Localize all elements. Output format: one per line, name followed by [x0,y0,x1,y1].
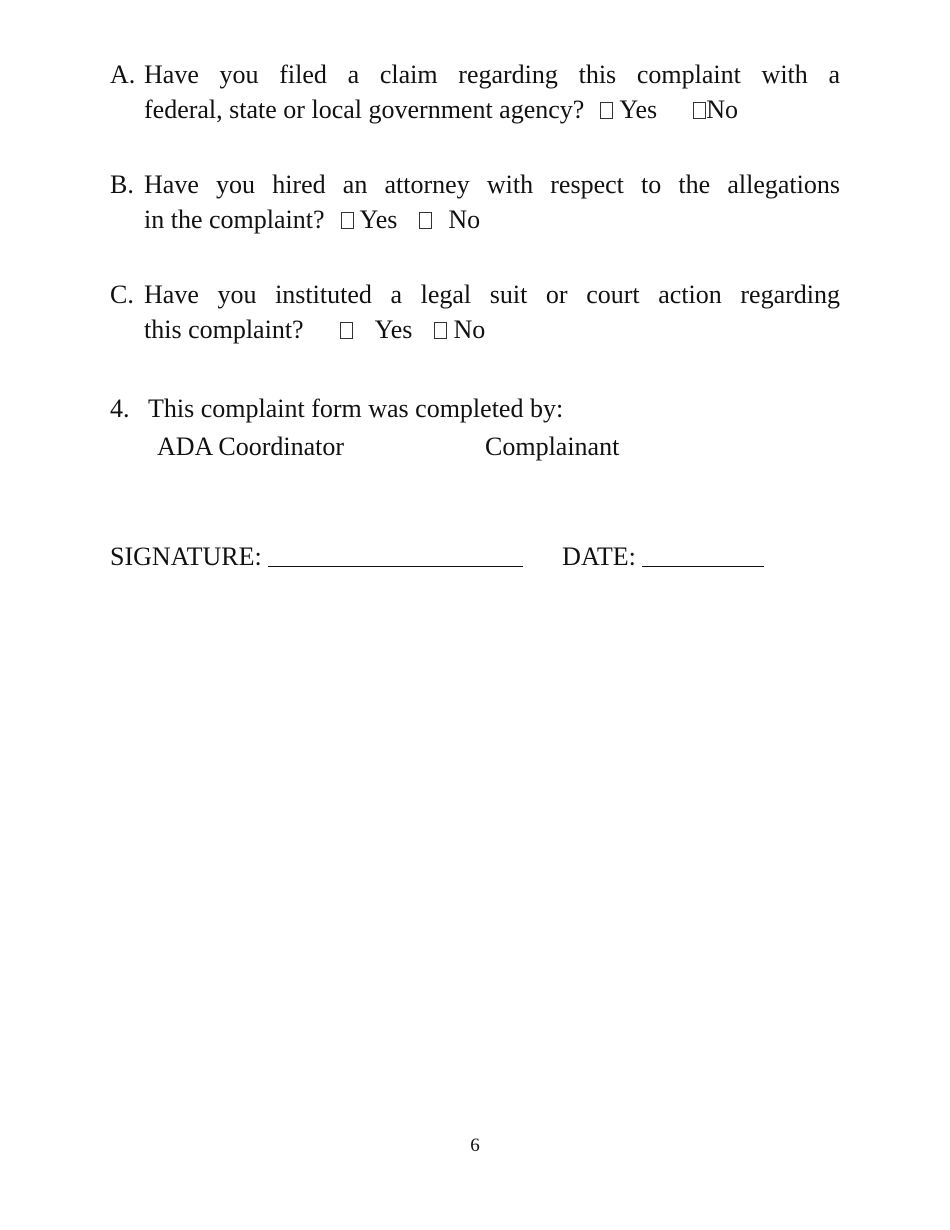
question-c-no-checkbox[interactable] [434,322,447,339]
question-b-yes-checkbox[interactable] [341,212,354,229]
question-b-no-checkbox[interactable] [419,212,432,229]
signature-label: SIGNATURE: [110,542,262,571]
section-4-number: 4. [110,394,130,423]
question-b-no-label: No [448,205,481,234]
signature-field[interactable] [268,544,523,567]
question-a [110,57,840,127]
question-b [110,167,840,237]
question-b-text-line1: Have you hired an attorney with respect to the allegations [144,170,840,199]
section-4-title: This complaint form was completed by: [148,394,564,423]
question-a-letter: A. [110,60,136,89]
question-a-text-line1: Have you filed a claim regarding this complaint with a [144,60,840,89]
option-complainant[interactable]: Complainant [485,432,620,461]
date-label: DATE: [562,542,636,571]
question-c-yes-checkbox[interactable] [340,322,353,339]
question-c [110,277,840,347]
page-number: 6 [470,1135,480,1156]
question-b-yes-label: Yes [359,205,398,234]
question-b-letter: B. [110,170,134,199]
question-a-yes-checkbox[interactable] [600,102,613,119]
question-c-text-line1: Have you instituted a legal suit or court action regarding [144,280,840,309]
question-a-text-line2: federal, state or local government agency? [144,95,585,124]
completed-by-section [110,392,619,464]
question-a-no-label: No [706,95,738,124]
question-a-no-checkbox[interactable] [693,102,706,119]
option-ada-coordinator[interactable]: ADA Coordinator [157,432,345,461]
question-a-yes-label: Yes [619,95,658,124]
question-b-text-line2: in the complaint? [144,205,325,234]
question-c-no-label: No [453,315,486,344]
date-field[interactable] [642,544,764,567]
signature-row [110,540,764,574]
question-c-letter: C. [110,280,134,309]
question-c-yes-label: Yes [374,315,413,344]
question-c-text-line2: this complaint? [144,315,304,344]
